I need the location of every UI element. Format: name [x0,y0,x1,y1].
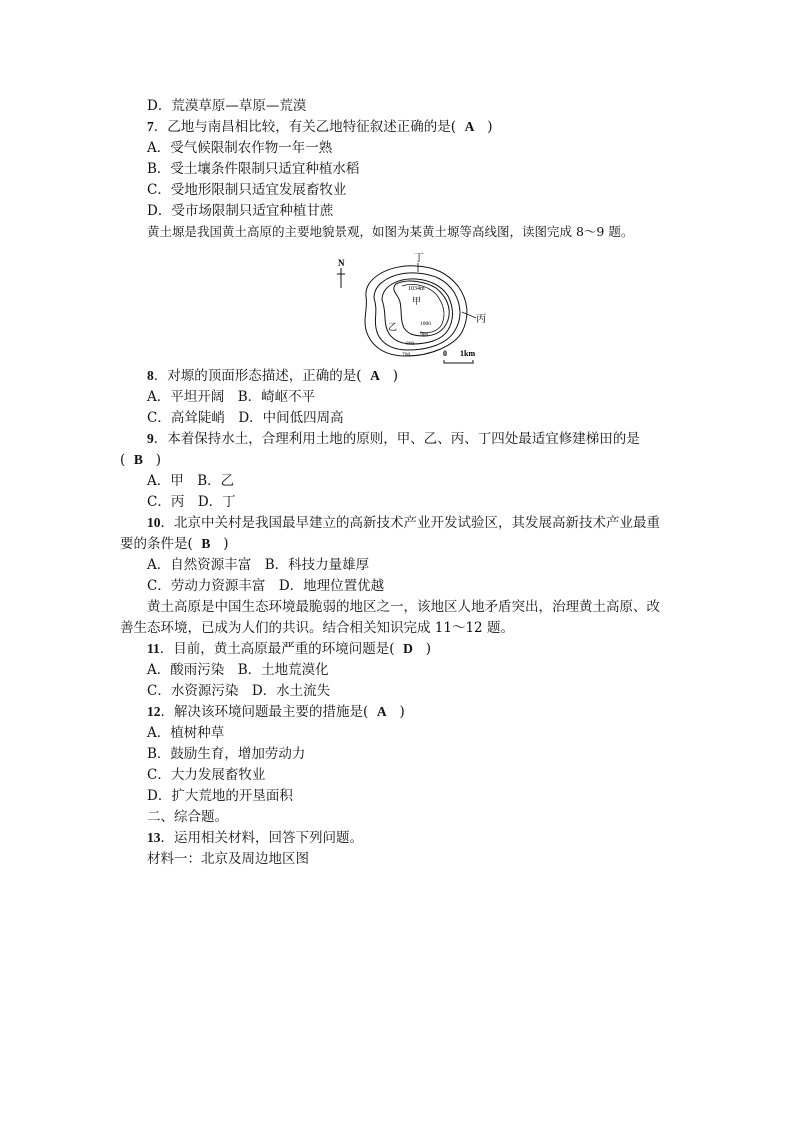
section-heading: 二、综合题。 [147,809,228,825]
q8-text: ．对塬的顶面形态描述，正确的是( [153,368,362,384]
q7-close-paren: ) [487,119,493,135]
intro-11-12-cont: 善生态环境，已成为人们的共识。结合相关知识完成 11～12 题。 [120,620,514,636]
material-one: 材料一：北京及周边地区图 [147,851,309,867]
q11-options-cd: C．水资源污染 D．水土流失 [147,683,331,699]
q7-option-b: B．受土壤条件限制只适宜种植水稻 [147,161,360,177]
q7-text: ．乙地与南昌相比较，有关乙地特征叙述正确的是( [153,119,457,135]
pointer-bing [462,312,476,318]
q12-stem [147,703,405,721]
q11-stem [147,640,431,658]
q11-options-ab: A．酸雨污染 B．土地荒漠化 [147,662,329,678]
peak-elevation: 1034m [408,286,425,292]
q12-option-b: B．鼓励生育，增加劳动力 [147,746,306,762]
q12-option-d: D．扩大荒地的开垦面积 [147,788,293,804]
q7-option-a: A．受气候限制农作物一年一熟 [147,140,333,156]
contour-label-800: 800 [406,341,415,347]
q11-number: 11 [147,641,160,656]
q11-text: ．目前，黄土高原最严重的环境问题是( [159,641,395,657]
q7-option-d: D．受市场限制只适宜种植甘蔗 [147,203,334,219]
contour-label-1000: 1000 [420,321,431,327]
q8-answer: A [370,368,380,383]
q12-answer: A [376,704,387,719]
q8-options-cd: C．高耸陡峭 D．中间低四周高 [147,410,344,426]
q10-stem-cont [120,535,229,553]
scale-zero: 0 [443,349,447,358]
q11-answer: D [403,641,413,656]
q9-close-paren: ) [155,452,162,468]
q13-stem [147,829,363,847]
label-jia: 甲 [412,297,422,307]
scale-one: 1km [460,349,476,358]
intro-8-9: 黄土塬是我国黄土高原的主要地貌景观，如图为某黄土塬等高线图，读图完成 8～9 题。 [147,224,634,239]
q9-options-ab: A．甲 B．乙 [147,473,235,489]
q8-options-ab: A．平坦开阔 B．崎岖不平 [147,389,316,405]
q8-stem [147,367,398,385]
scale-bar [444,360,473,363]
q9-options-cd: C．丙 D．丁 [147,494,236,510]
q10-text-2: 要的条件是( [120,536,193,552]
north-label: N [338,258,345,268]
q7-answer: A [464,119,475,134]
q12-option-a: A．植树种草 [147,725,225,741]
contour-map [330,252,500,364]
label-yi: 乙 [388,323,398,333]
label-bing: 丙 [476,314,486,325]
label-ding: 丁 [414,253,424,264]
q10-answer: B [201,536,211,551]
q8-close-paren: ) [392,368,399,384]
q10-options-ab: A．自然资源丰富 B．科技力量雄厚 [147,557,370,573]
q10-close-paren: ) [223,536,229,552]
q8-number: 8 [147,368,154,383]
q6-option-d: D．荒漠草原—草原—荒漠 [147,98,307,114]
q11-close-paren: ) [425,641,432,657]
q13-text: ．运用相关材料，回答下列问题。 [160,830,363,846]
q10-text: ．北京中关村是我国最早建立的高新技术产业开发试验区，其发展高新技术产业最重 [160,515,660,531]
q9-open-paren: ( [120,452,126,468]
intro-11-12: 黄土高原是中国生态环境最脆弱的地区之一，该地区人地矛盾突出，治理黄土高原、改 [147,599,660,615]
q10-number: 10 [147,515,161,530]
q12-number: 12 [147,704,161,719]
q7-stem [147,118,493,136]
contour-label-700: 700 [402,352,411,358]
q13-number: 13 [147,830,161,845]
q12-text: ．解决该环境问题最主要的措施是( [160,704,369,720]
q10-options-cd: C．劳动力资源丰富 D．地理位置优越 [147,578,385,594]
q10-stem [147,514,660,532]
q9-stem [147,430,640,448]
q9-text: ．本着保持水土，合理利用土地的原则，甲、乙、丙、丁四处最适宜修建梯田的是 [153,431,640,447]
q12-close-paren: ) [399,704,405,720]
q7-option-c: C．受地形限制只适宜发展畜牧业 [147,182,347,198]
q9-answer: B [133,452,143,467]
q7-number: 7 [147,119,154,134]
q9-answer-line [120,451,161,469]
q12-option-c: C．大力发展畜牧业 [147,767,266,783]
q9-number: 9 [147,431,154,446]
contour-label-900: 900 [420,332,429,338]
